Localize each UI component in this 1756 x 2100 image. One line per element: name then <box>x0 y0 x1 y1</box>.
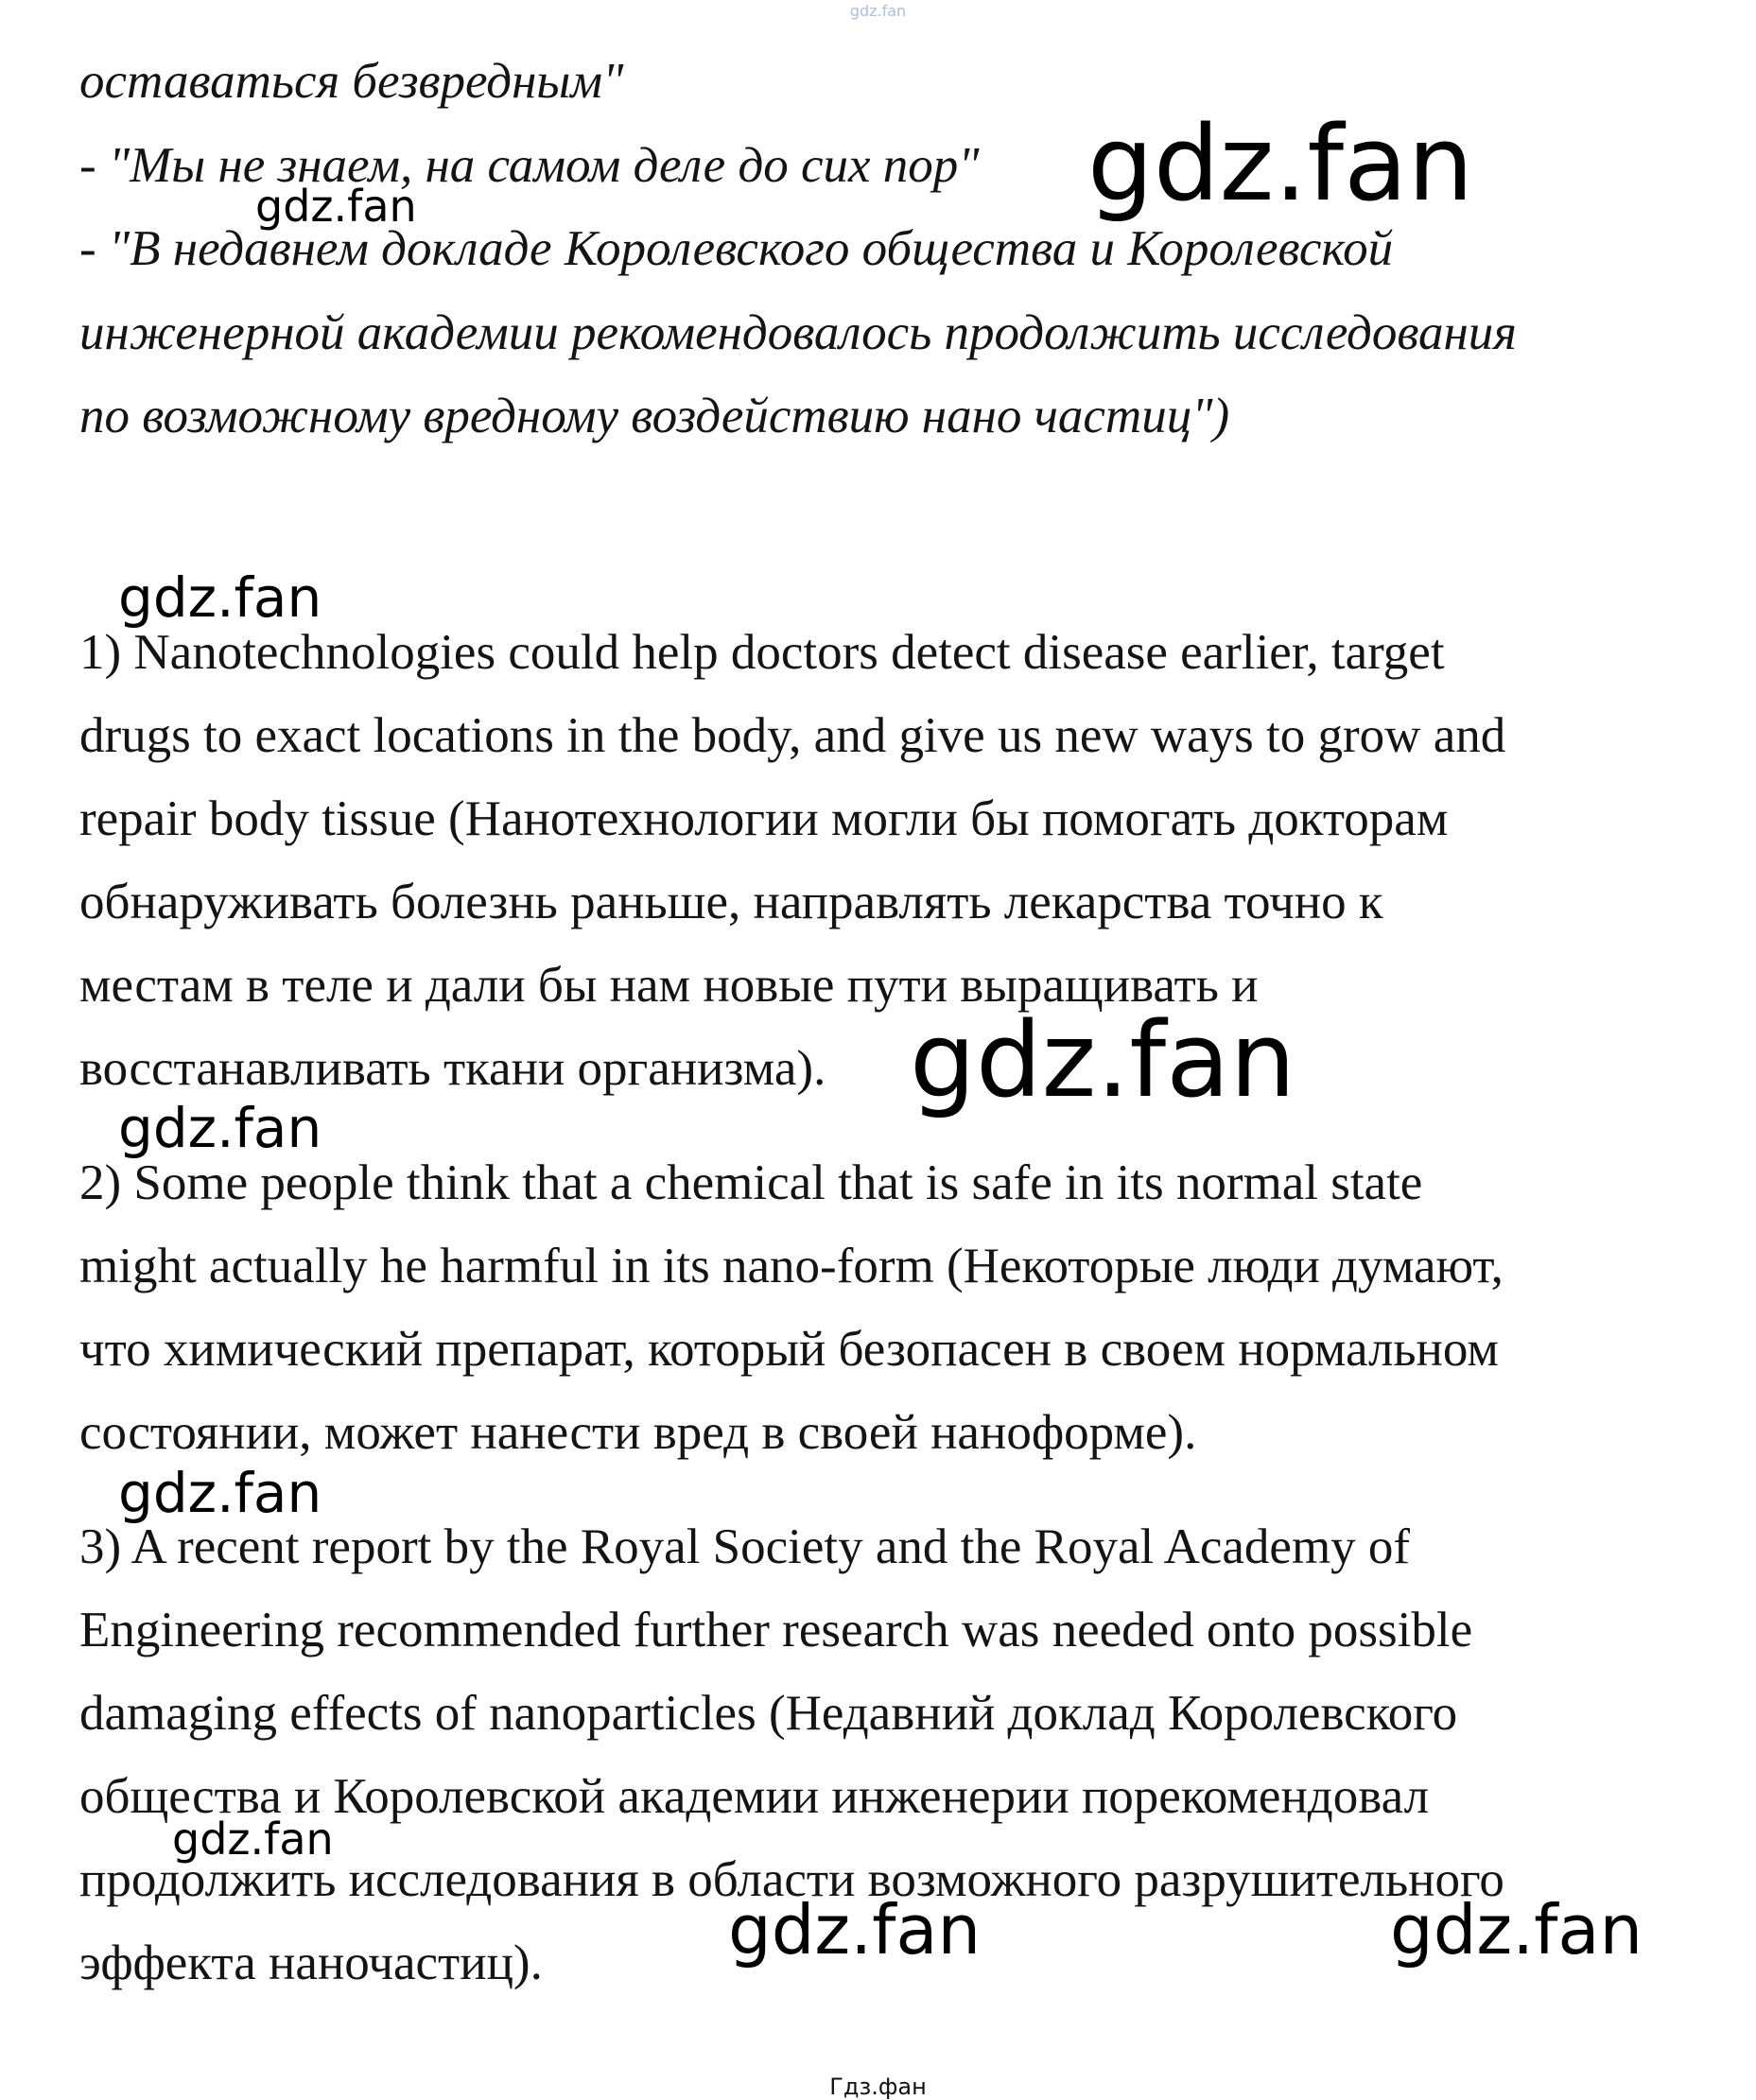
watermark: gdz.fan <box>118 565 322 630</box>
page-footer: Гдз.фан <box>829 2074 927 2100</box>
answer-1-line: обнаруживать болезнь раньше, направлять лекарства точно к <box>79 875 1383 929</box>
watermark: gdz.fan <box>118 1096 322 1160</box>
answer-3-line: damaging effects of nanoparticles (Недавний доклад Королевского <box>79 1686 1458 1741</box>
answer-2-line: might actually he harmful in its nano-form (Некоторые люди думают, <box>79 1239 1504 1293</box>
intro-line: по возможному вредному воздействию нано частиц") <box>79 389 1230 443</box>
answer-2-line: состоянии, может нанести вред в своей наноформе). <box>79 1405 1197 1460</box>
watermark: gdz.fan <box>1390 1890 1643 1970</box>
intro-line: - "В недавнем докладе Королевского общества и Королевской <box>79 221 1394 276</box>
answer-1-line: repair body tissue (Нанотехнологии могли бы помогать докторам <box>79 791 1449 846</box>
answer-3-line: общества и Королевской академии инженерии порекомендовал <box>79 1769 1430 1824</box>
answer-3-line: Engineering recommended further research was needed onto possible <box>79 1603 1473 1657</box>
watermark: gdz.fan <box>172 1814 334 1865</box>
answer-2-line: что химический препарат, который безопасен в своем нормальном <box>79 1322 1499 1377</box>
watermark: gdz.fan <box>255 181 417 232</box>
answer-1-line: drugs to exact locations in the body, and give us new ways to grow and <box>79 708 1506 763</box>
watermark: gdz.fan <box>728 1890 982 1970</box>
answer-3-line: продолжить исследования в области возможного разрушительного <box>79 1852 1504 1907</box>
answer-2-line: 2) Some people think that a chemical that is safe in its normal state <box>79 1155 1423 1210</box>
watermark: gdz.fan <box>1087 103 1474 224</box>
answer-3-line: эффекта наночастиц). <box>79 1935 543 1990</box>
watermark: gdz.fan <box>118 1461 322 1525</box>
answer-1-line: 1) Nanotechnologies could help doctors detect disease earlier, target <box>79 625 1445 680</box>
watermark: gdz.fan <box>910 999 1296 1120</box>
top-watermark: gdz.fan <box>849 2 907 20</box>
answer-3-line: 3) A recent report by the Royal Society and the Royal Academy of <box>79 1519 1411 1574</box>
answer-1-line: восстанавливать ткани организма). <box>79 1041 826 1096</box>
intro-line: оставаться безвредным" <box>79 54 624 109</box>
intro-line: - "Мы не знаем, на самом деле до сих пор" <box>79 138 980 193</box>
answer-1-line: местам в теле и дали бы нам новые пути выращивать и <box>79 958 1259 1013</box>
intro-line: инженерной академии рекомендовалось продолжить исследования <box>79 305 1517 360</box>
